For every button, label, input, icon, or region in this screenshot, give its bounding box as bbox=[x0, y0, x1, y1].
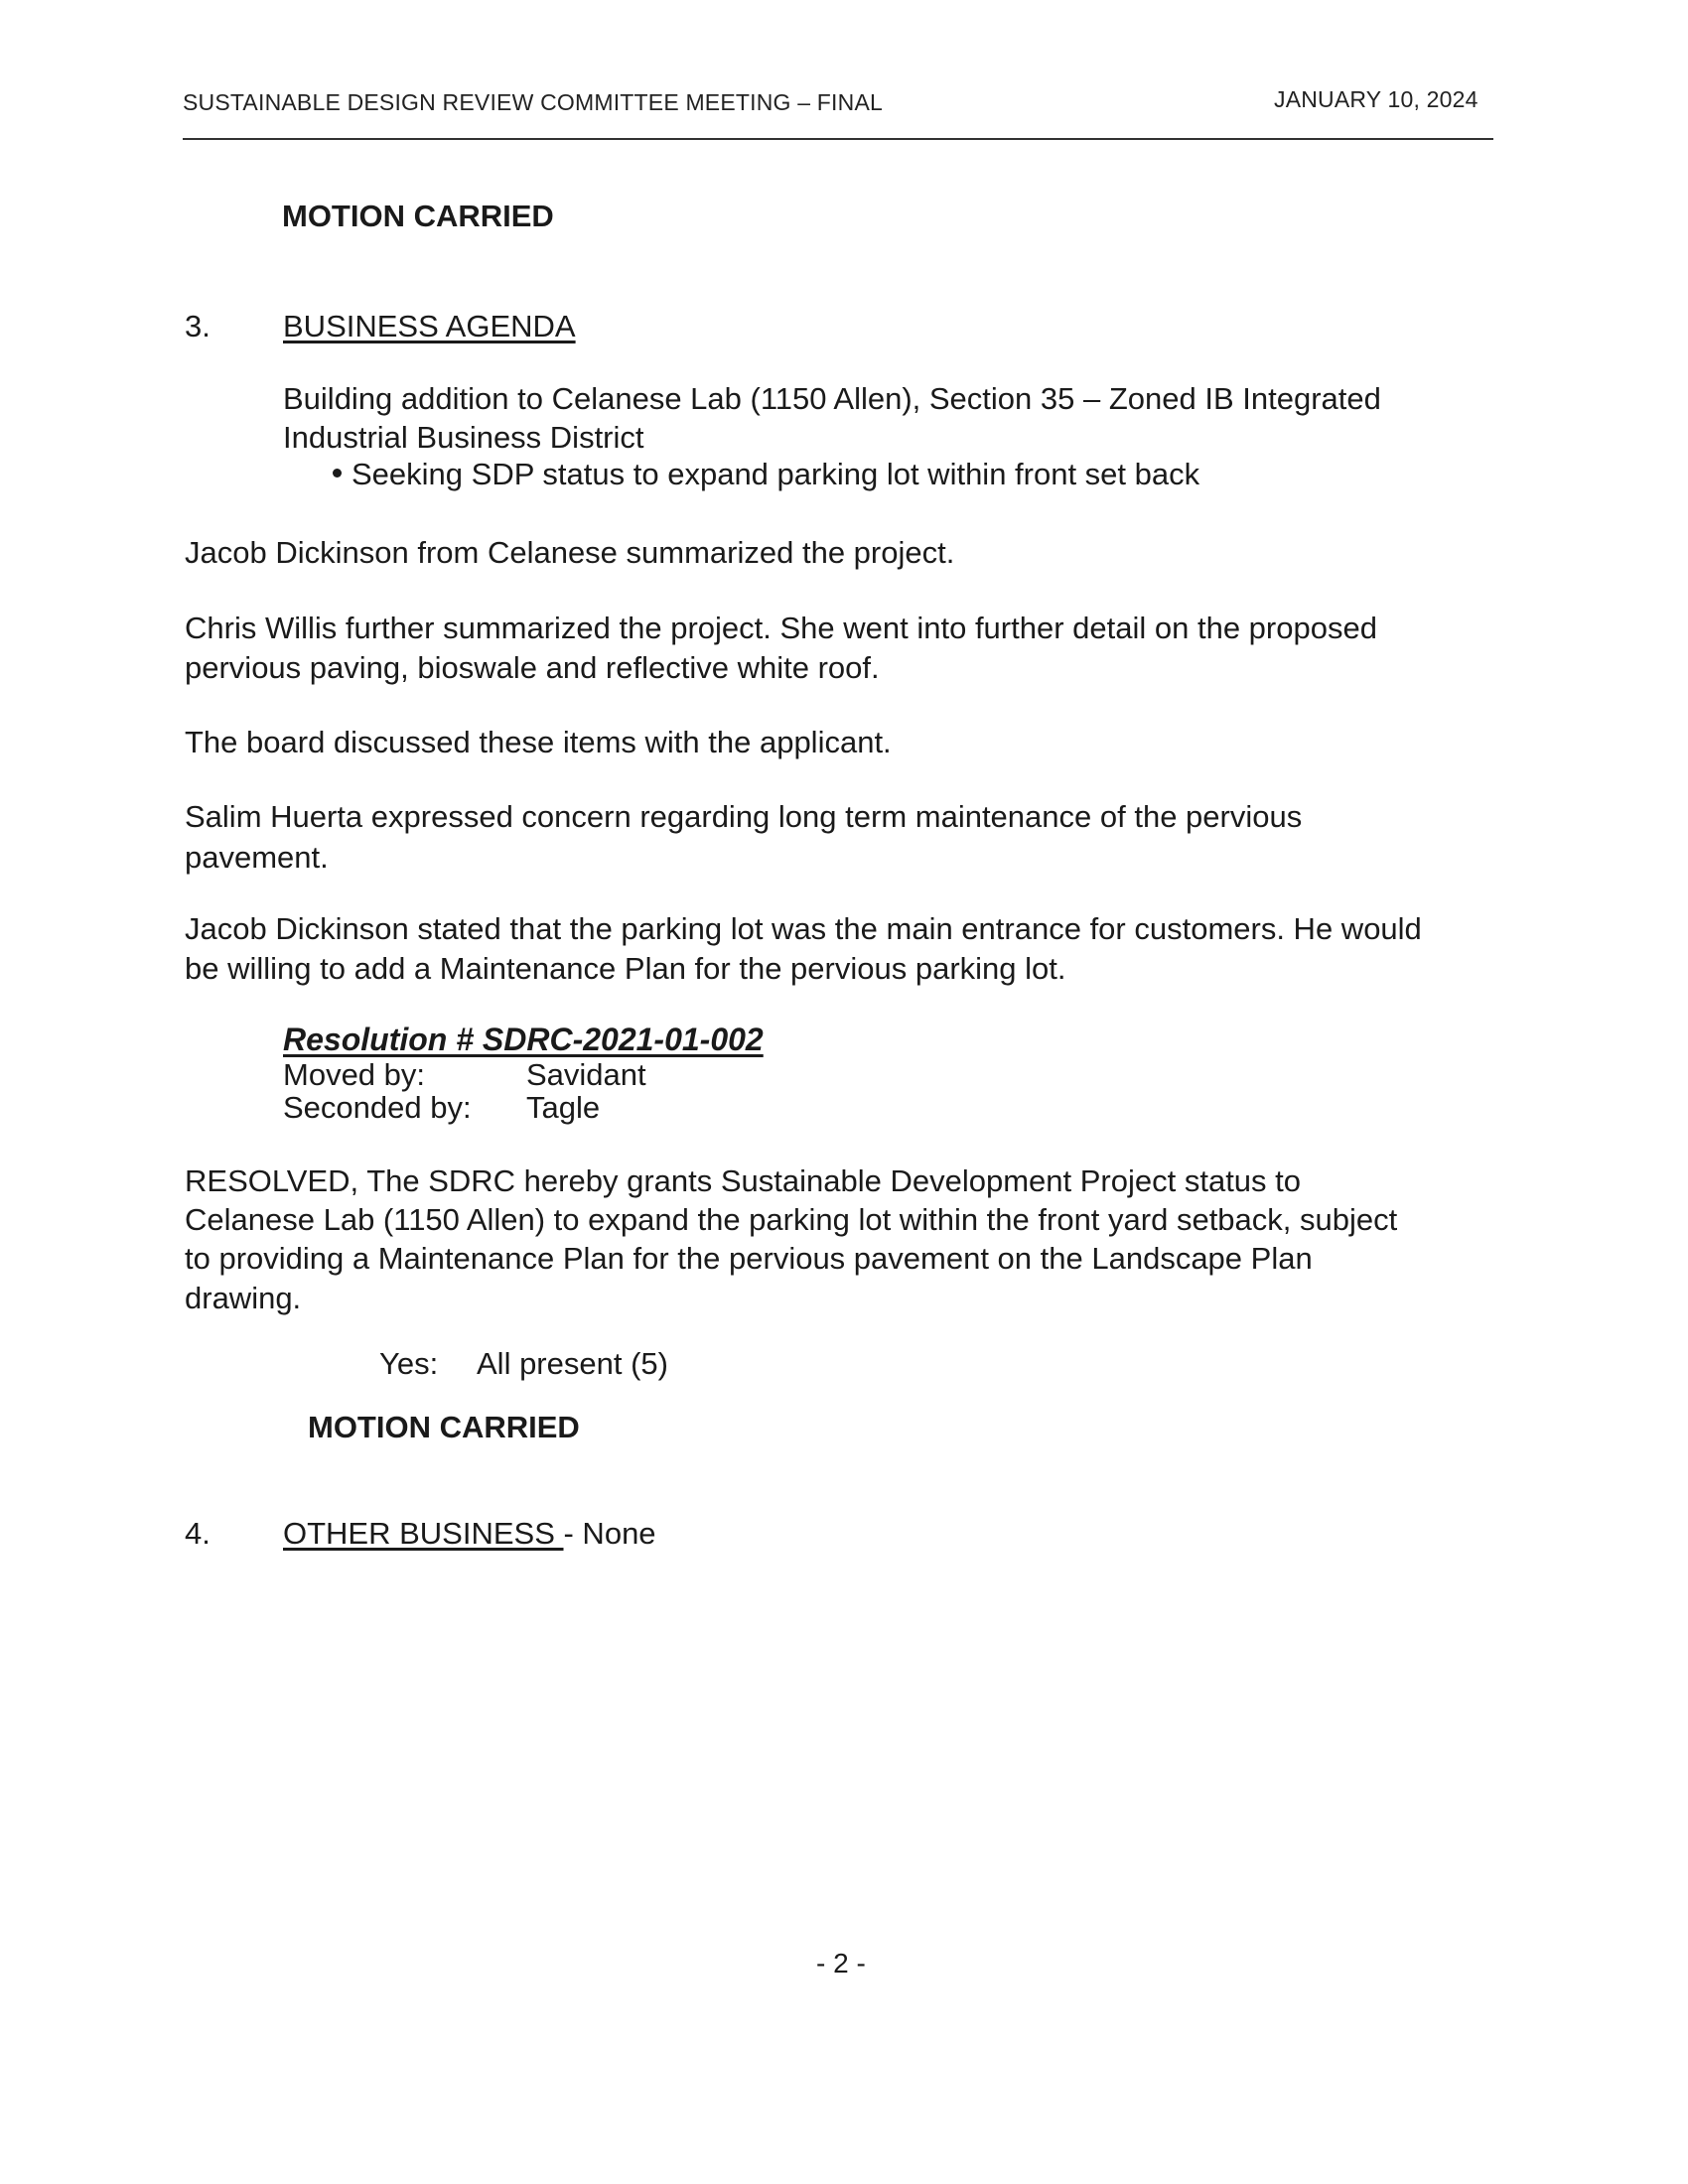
seconded-by-value: Tagle bbox=[526, 1090, 601, 1125]
header-rule bbox=[183, 138, 1493, 140]
bullet-dot-icon bbox=[333, 469, 342, 478]
resolution-title: Resolution # SDRC-2021-01-002 bbox=[283, 1022, 764, 1057]
paragraph-4-line2: pavement. bbox=[185, 840, 329, 875]
section4-title: OTHER BUSINESS bbox=[283, 1516, 564, 1551]
motion-carried-top: MOTION CARRIED bbox=[282, 199, 554, 233]
section3-number: 3. bbox=[185, 309, 211, 343]
section3-bullet-text: Seeking SDP status to expand parking lot within front set back bbox=[352, 457, 1200, 491]
paragraph-5-line2: be willing to add a Maintenance Plan for the pervious parking lot. bbox=[185, 951, 1066, 986]
page-number: - 2 - bbox=[816, 1948, 866, 1979]
moved-by-value: Savidant bbox=[526, 1057, 646, 1092]
paragraph-5-line1: Jacob Dickinson stated that the parking lot was the main entrance for customers. He would bbox=[185, 911, 1422, 946]
paragraph-4-line1: Salim Huerta expressed concern regarding long term maintenance of the pervious bbox=[185, 799, 1303, 834]
seconded-by-label: Seconded by: bbox=[283, 1090, 472, 1125]
paragraph-1: Jacob Dickinson from Celanese summarized the project. bbox=[185, 535, 955, 570]
section3-item-line1: Building addition to Celanese Lab (1150 Allen), Section 35 – Zoned IB Integrated bbox=[283, 381, 1381, 416]
moved-by-label: Moved by: bbox=[283, 1057, 426, 1092]
paragraph-2-line2: pervious paving, bioswale and reflective white roof. bbox=[185, 650, 880, 685]
resolved-line4: drawing. bbox=[185, 1281, 302, 1315]
header-date: JANUARY 10, 2024 bbox=[1274, 86, 1478, 112]
resolved-line1: RESOLVED, The SDRC hereby grants Sustainable Development Project status to bbox=[185, 1163, 1302, 1198]
vote-label: Yes: bbox=[379, 1346, 439, 1381]
paragraph-2-line1: Chris Willis further summarized the project. She went into further detail on the proposed bbox=[185, 611, 1377, 645]
resolved-line2: Celanese Lab (1150 Allen) to expand the parking lot within the front yard setback, subject bbox=[185, 1202, 1398, 1237]
header-title: SUSTAINABLE DESIGN REVIEW COMMITTEE MEETING – FINAL bbox=[183, 89, 883, 115]
motion-carried-resolution: MOTION CARRIED bbox=[308, 1410, 580, 1444]
section3-title: BUSINESS AGENDA bbox=[283, 309, 576, 343]
resolved-line3: to providing a Maintenance Plan for the pervious pavement on the Landscape Plan bbox=[185, 1241, 1313, 1276]
section4-suffix: - None bbox=[563, 1516, 656, 1551]
section3-bullet-item bbox=[333, 454, 1199, 494]
section3-item-line2: Industrial Business District bbox=[283, 420, 644, 455]
paragraph-3: The board discussed these items with the applicant. bbox=[185, 725, 892, 759]
vote-value: All present (5) bbox=[477, 1346, 668, 1381]
section4-number: 4. bbox=[185, 1516, 211, 1551]
section4-heading bbox=[283, 1513, 656, 1554]
